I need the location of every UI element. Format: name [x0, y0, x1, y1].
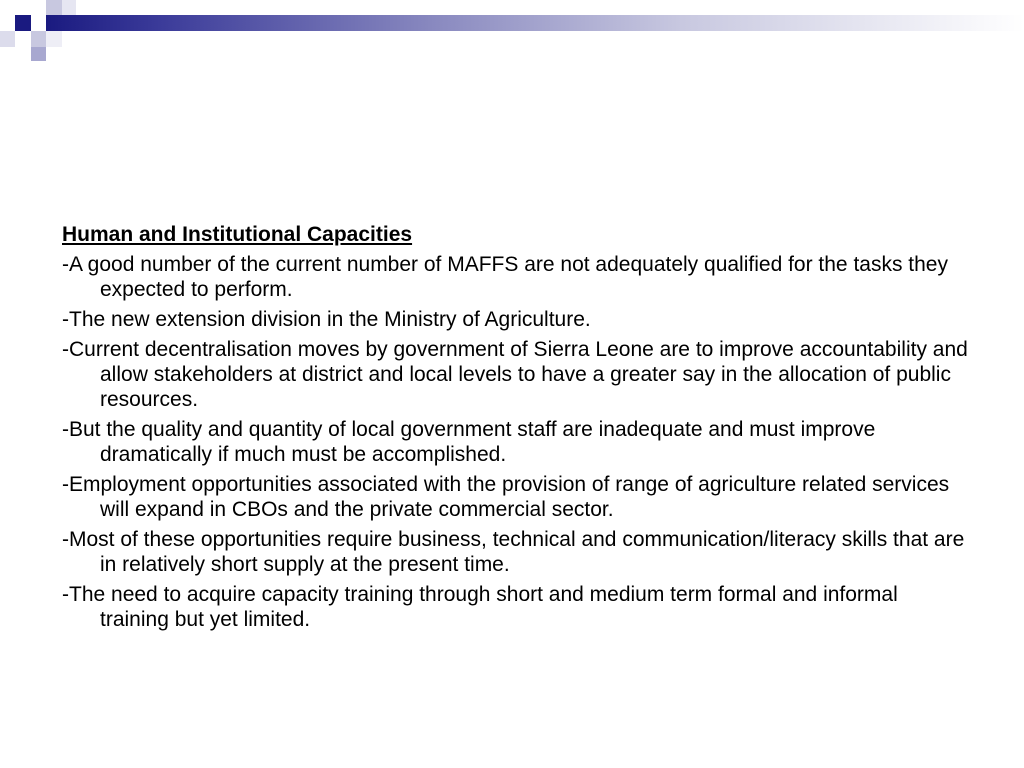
decorative-square — [31, 31, 46, 47]
body-paragraph: -Current decentralisation moves by government of Sierra Leone are to improve accountability and allow stakeholders at district and local levels to have a greater say in the allocation of public resources. — [62, 338, 968, 411]
slide-body — [62, 222, 972, 637]
decorative-square — [46, 31, 62, 47]
decorative-square — [46, 0, 62, 15]
body-paragraph: -But the quality and quantity of local government staff are inadequate and must improve dramatically if much must be accomplished. — [62, 418, 876, 466]
header-gradient-bar — [46, 15, 1024, 31]
body-paragraph: -Most of these opportunities require business, technical and communication/literacy skills that are in relatively short supply at the present time. — [62, 528, 965, 576]
body-paragraph: -The need to acquire capacity training through short and medium term formal and informal training but yet limited. — [62, 583, 898, 631]
decorative-square — [31, 47, 46, 61]
decorative-square — [0, 31, 15, 47]
decorative-square — [15, 15, 31, 31]
decorative-square — [62, 0, 76, 15]
body-paragraph: -Employment opportunities associated with the provision of range of agriculture related services will expand in CBOs and the private commercial sector. — [62, 473, 950, 521]
slide-heading: Human and Institutional Capacities — [62, 223, 413, 246]
body-paragraph: -A good number of the current number of MAFFS are not adequately qualified for the tasks they expected to perform. — [62, 253, 948, 301]
body-paragraph: -The new extension division in the Ministry of Agriculture. — [62, 308, 591, 331]
